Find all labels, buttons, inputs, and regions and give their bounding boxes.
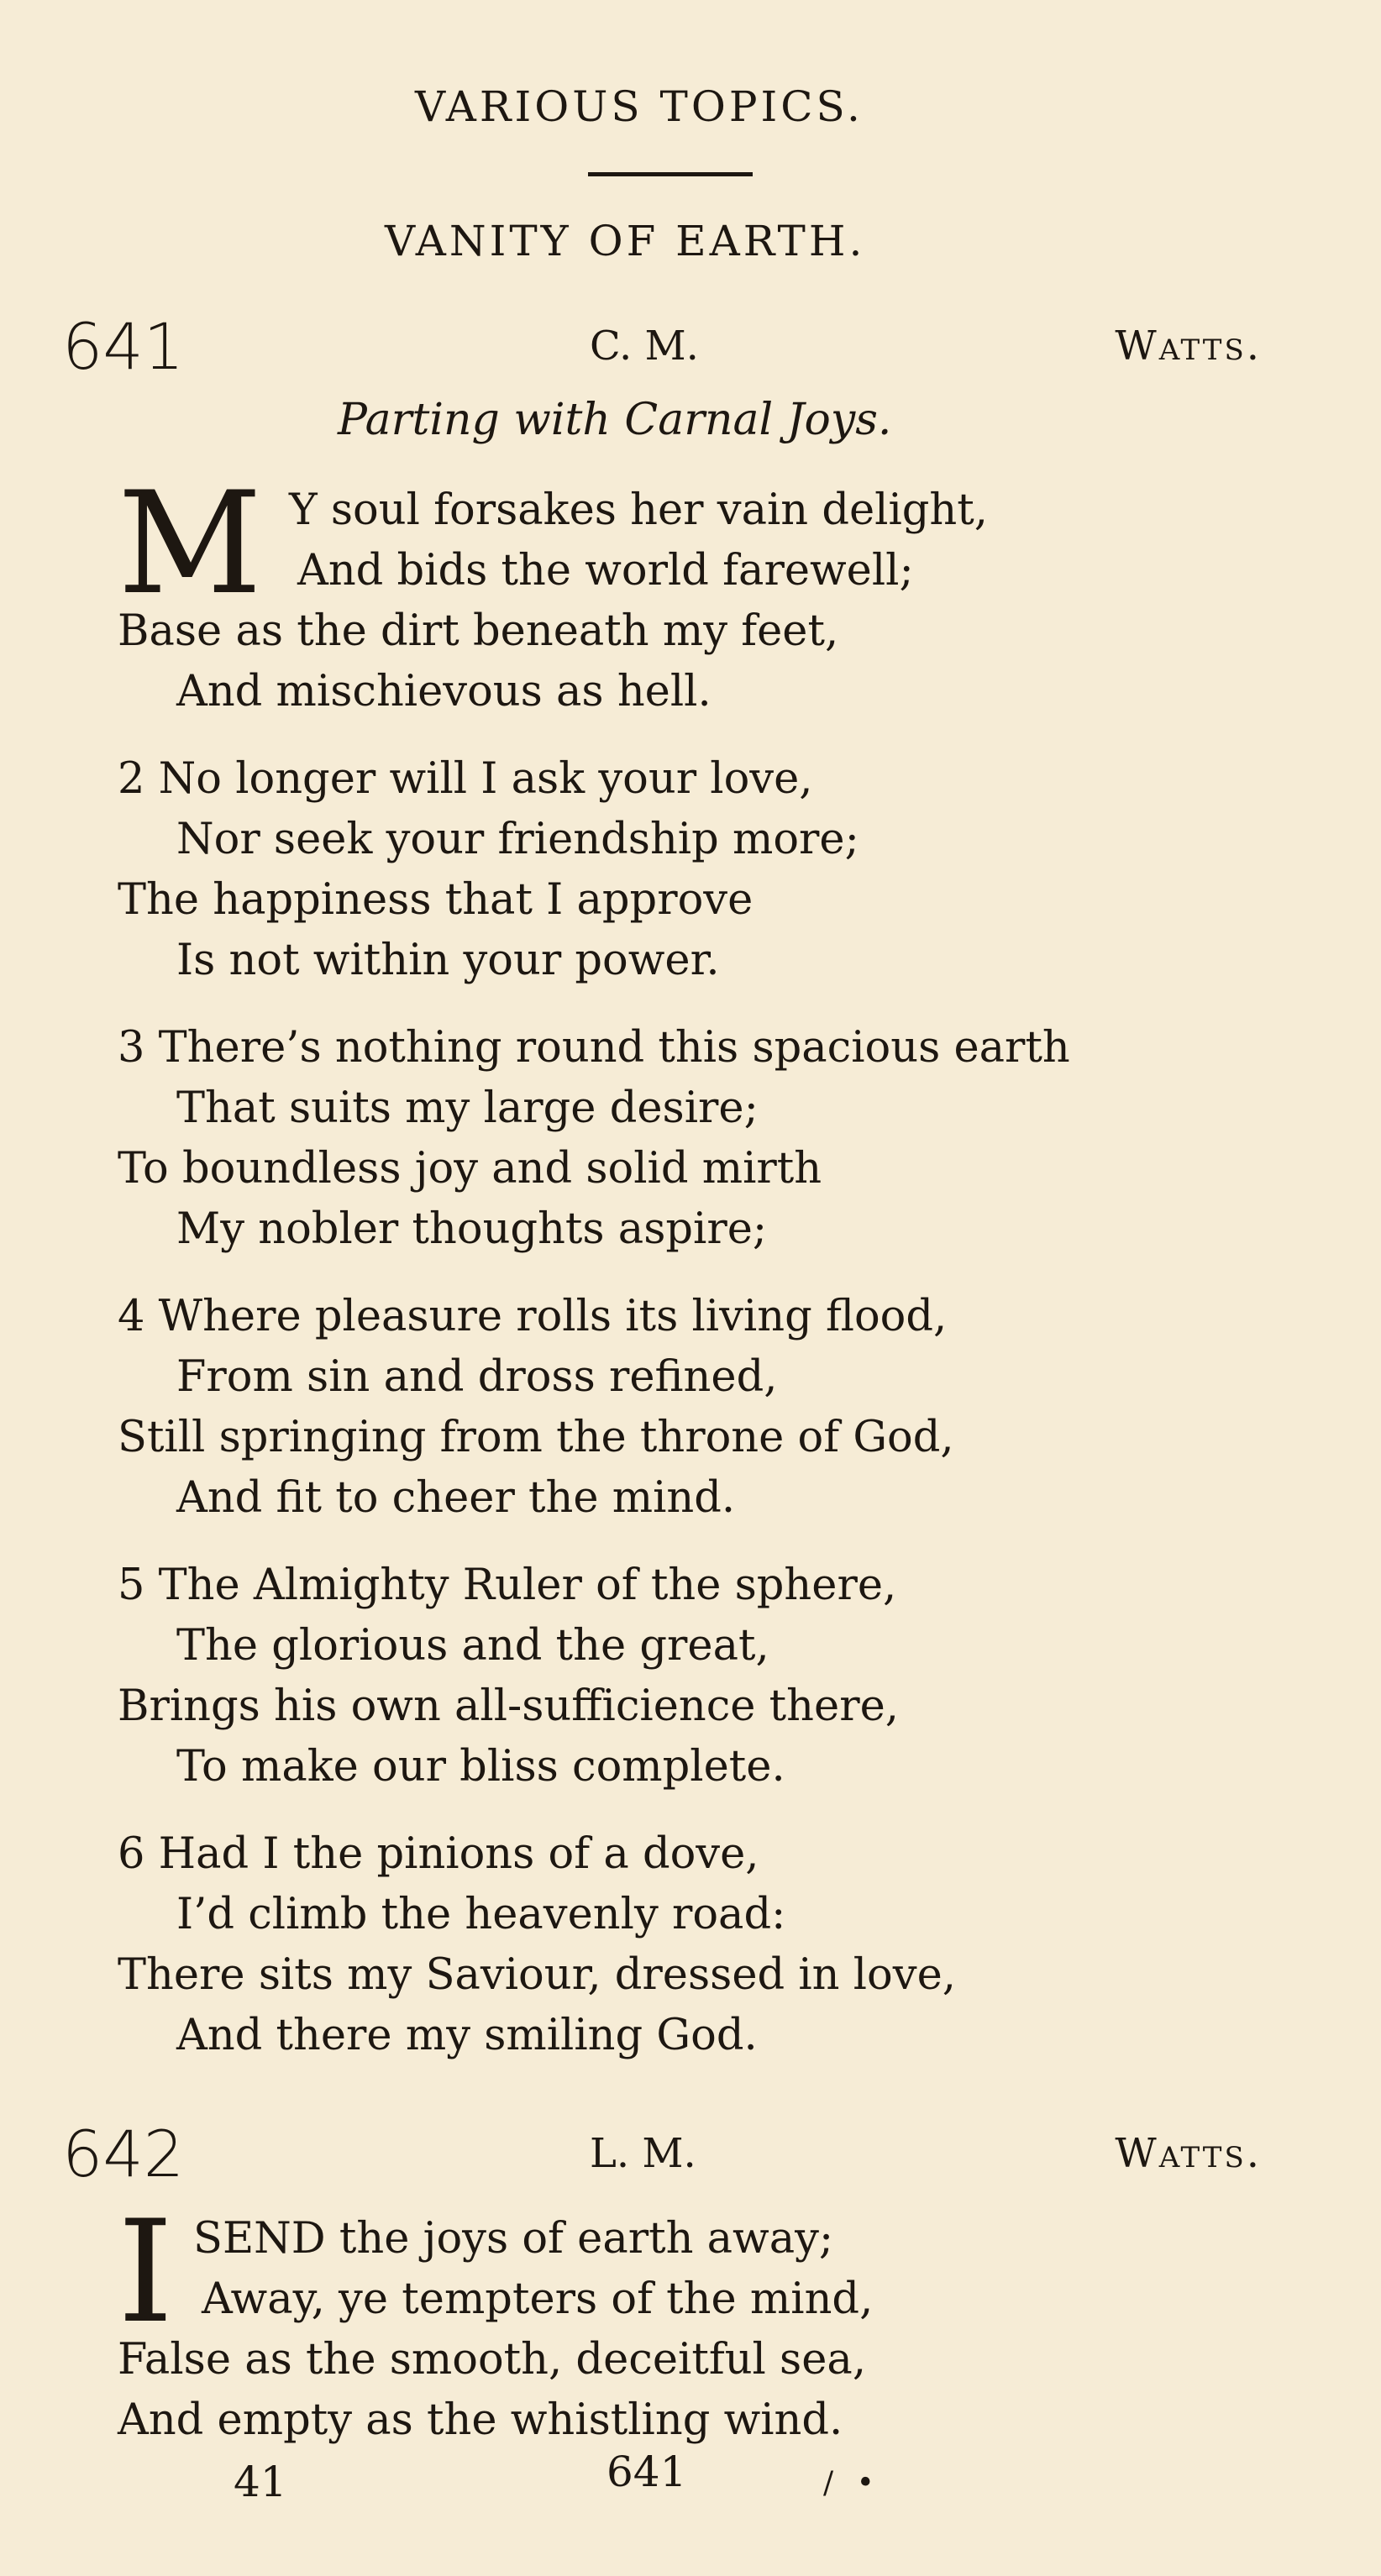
hymn-number: 641 xyxy=(62,309,185,384)
verse-line: Nor seek your friendship more; xyxy=(176,815,859,864)
verse-line: The happiness that I approve xyxy=(118,875,754,925)
verse-line: Away, ye tempters of the mind, xyxy=(202,2274,874,2324)
verse-line: 4 Where pleasure rolls its living flood, xyxy=(118,1292,948,1341)
stanza-3 xyxy=(118,1018,1310,1260)
verse-line: Brings his own all-sufficience there, xyxy=(118,1681,899,1731)
verse-line: My nobler thoughts aspire; xyxy=(176,1204,768,1254)
stanza-1 xyxy=(118,461,1310,722)
verse-line: And bids the world farewell; xyxy=(297,546,914,595)
hymn-author: Watts. xyxy=(1115,2130,1262,2177)
verse-line: 6 Had I the pinions of a dove, xyxy=(118,1829,759,1879)
verse-line: Is not within your power. xyxy=(176,936,720,985)
verse-line: Base as the dirt beneath my feet, xyxy=(118,606,839,656)
verse-line: The glorious and the great, xyxy=(176,1621,769,1671)
drop-capital: I xyxy=(118,2190,174,2354)
hymn-641-header xyxy=(0,309,1381,385)
verse-line: 2 No longer will I ask your love, xyxy=(118,754,813,804)
printer-marks: / • xyxy=(823,2466,881,2500)
verse-line: To make our bliss complete. xyxy=(176,1742,785,1792)
running-head-text: VARIOUS TOPICS. xyxy=(415,82,864,131)
verse-line: I’d climb the heavenly road: xyxy=(176,1890,786,1939)
stanza-5 xyxy=(118,1556,1310,1797)
stanza-642-1 xyxy=(118,2190,1310,2451)
verse-line: And there my smiling God. xyxy=(176,2011,758,2060)
section-title: VANITY OF EARTH. xyxy=(385,217,866,265)
stanza-4 xyxy=(118,1287,1310,1529)
title-rule xyxy=(588,172,753,176)
verse-line: To boundless joy and solid mirth xyxy=(118,1144,822,1194)
signature-mark: 41 xyxy=(234,2458,287,2506)
verse-line: And fit to cheer the mind. xyxy=(176,1473,736,1523)
verse-line: False as the smooth, deceitful sea, xyxy=(118,2335,867,2385)
hymn-author: Watts. xyxy=(1115,323,1262,370)
verse-line: Still springing from the throne of God, xyxy=(118,1413,954,1462)
verse-line: There sits my Saviour, dressed in love, xyxy=(118,1950,956,2000)
folio-number: 641 xyxy=(606,2447,687,2496)
verse-line: SEND the joys of earth away; xyxy=(193,2214,834,2264)
hymn-642-header xyxy=(0,2117,1381,2192)
hymn-subtitle: Parting with Carnal Joys. xyxy=(338,395,892,445)
hymn-number: 642 xyxy=(62,2117,185,2191)
verse-line: 5 The Almighty Ruler of the sphere, xyxy=(118,1561,897,1610)
stanza-6 xyxy=(118,1824,1310,2066)
verse-line: That suits my large desire; xyxy=(176,1083,759,1133)
hymn-meter: C. M. xyxy=(590,323,699,370)
page-footer xyxy=(0,2447,1381,2533)
verse-line: Y soul forsakes her vain delight, xyxy=(289,485,988,535)
verse-line: From sin and dross refined, xyxy=(176,1352,778,1402)
verse-line: 3 There’s nothing round this spacious earth xyxy=(118,1023,1070,1073)
stanza-2 xyxy=(118,749,1310,991)
verse-line: And empty as the whistling wind. xyxy=(118,2395,843,2445)
drop-capital: M xyxy=(118,461,263,626)
verse-line: And mischievous as hell. xyxy=(176,667,712,716)
hymn-meter: L. M. xyxy=(590,2130,696,2177)
